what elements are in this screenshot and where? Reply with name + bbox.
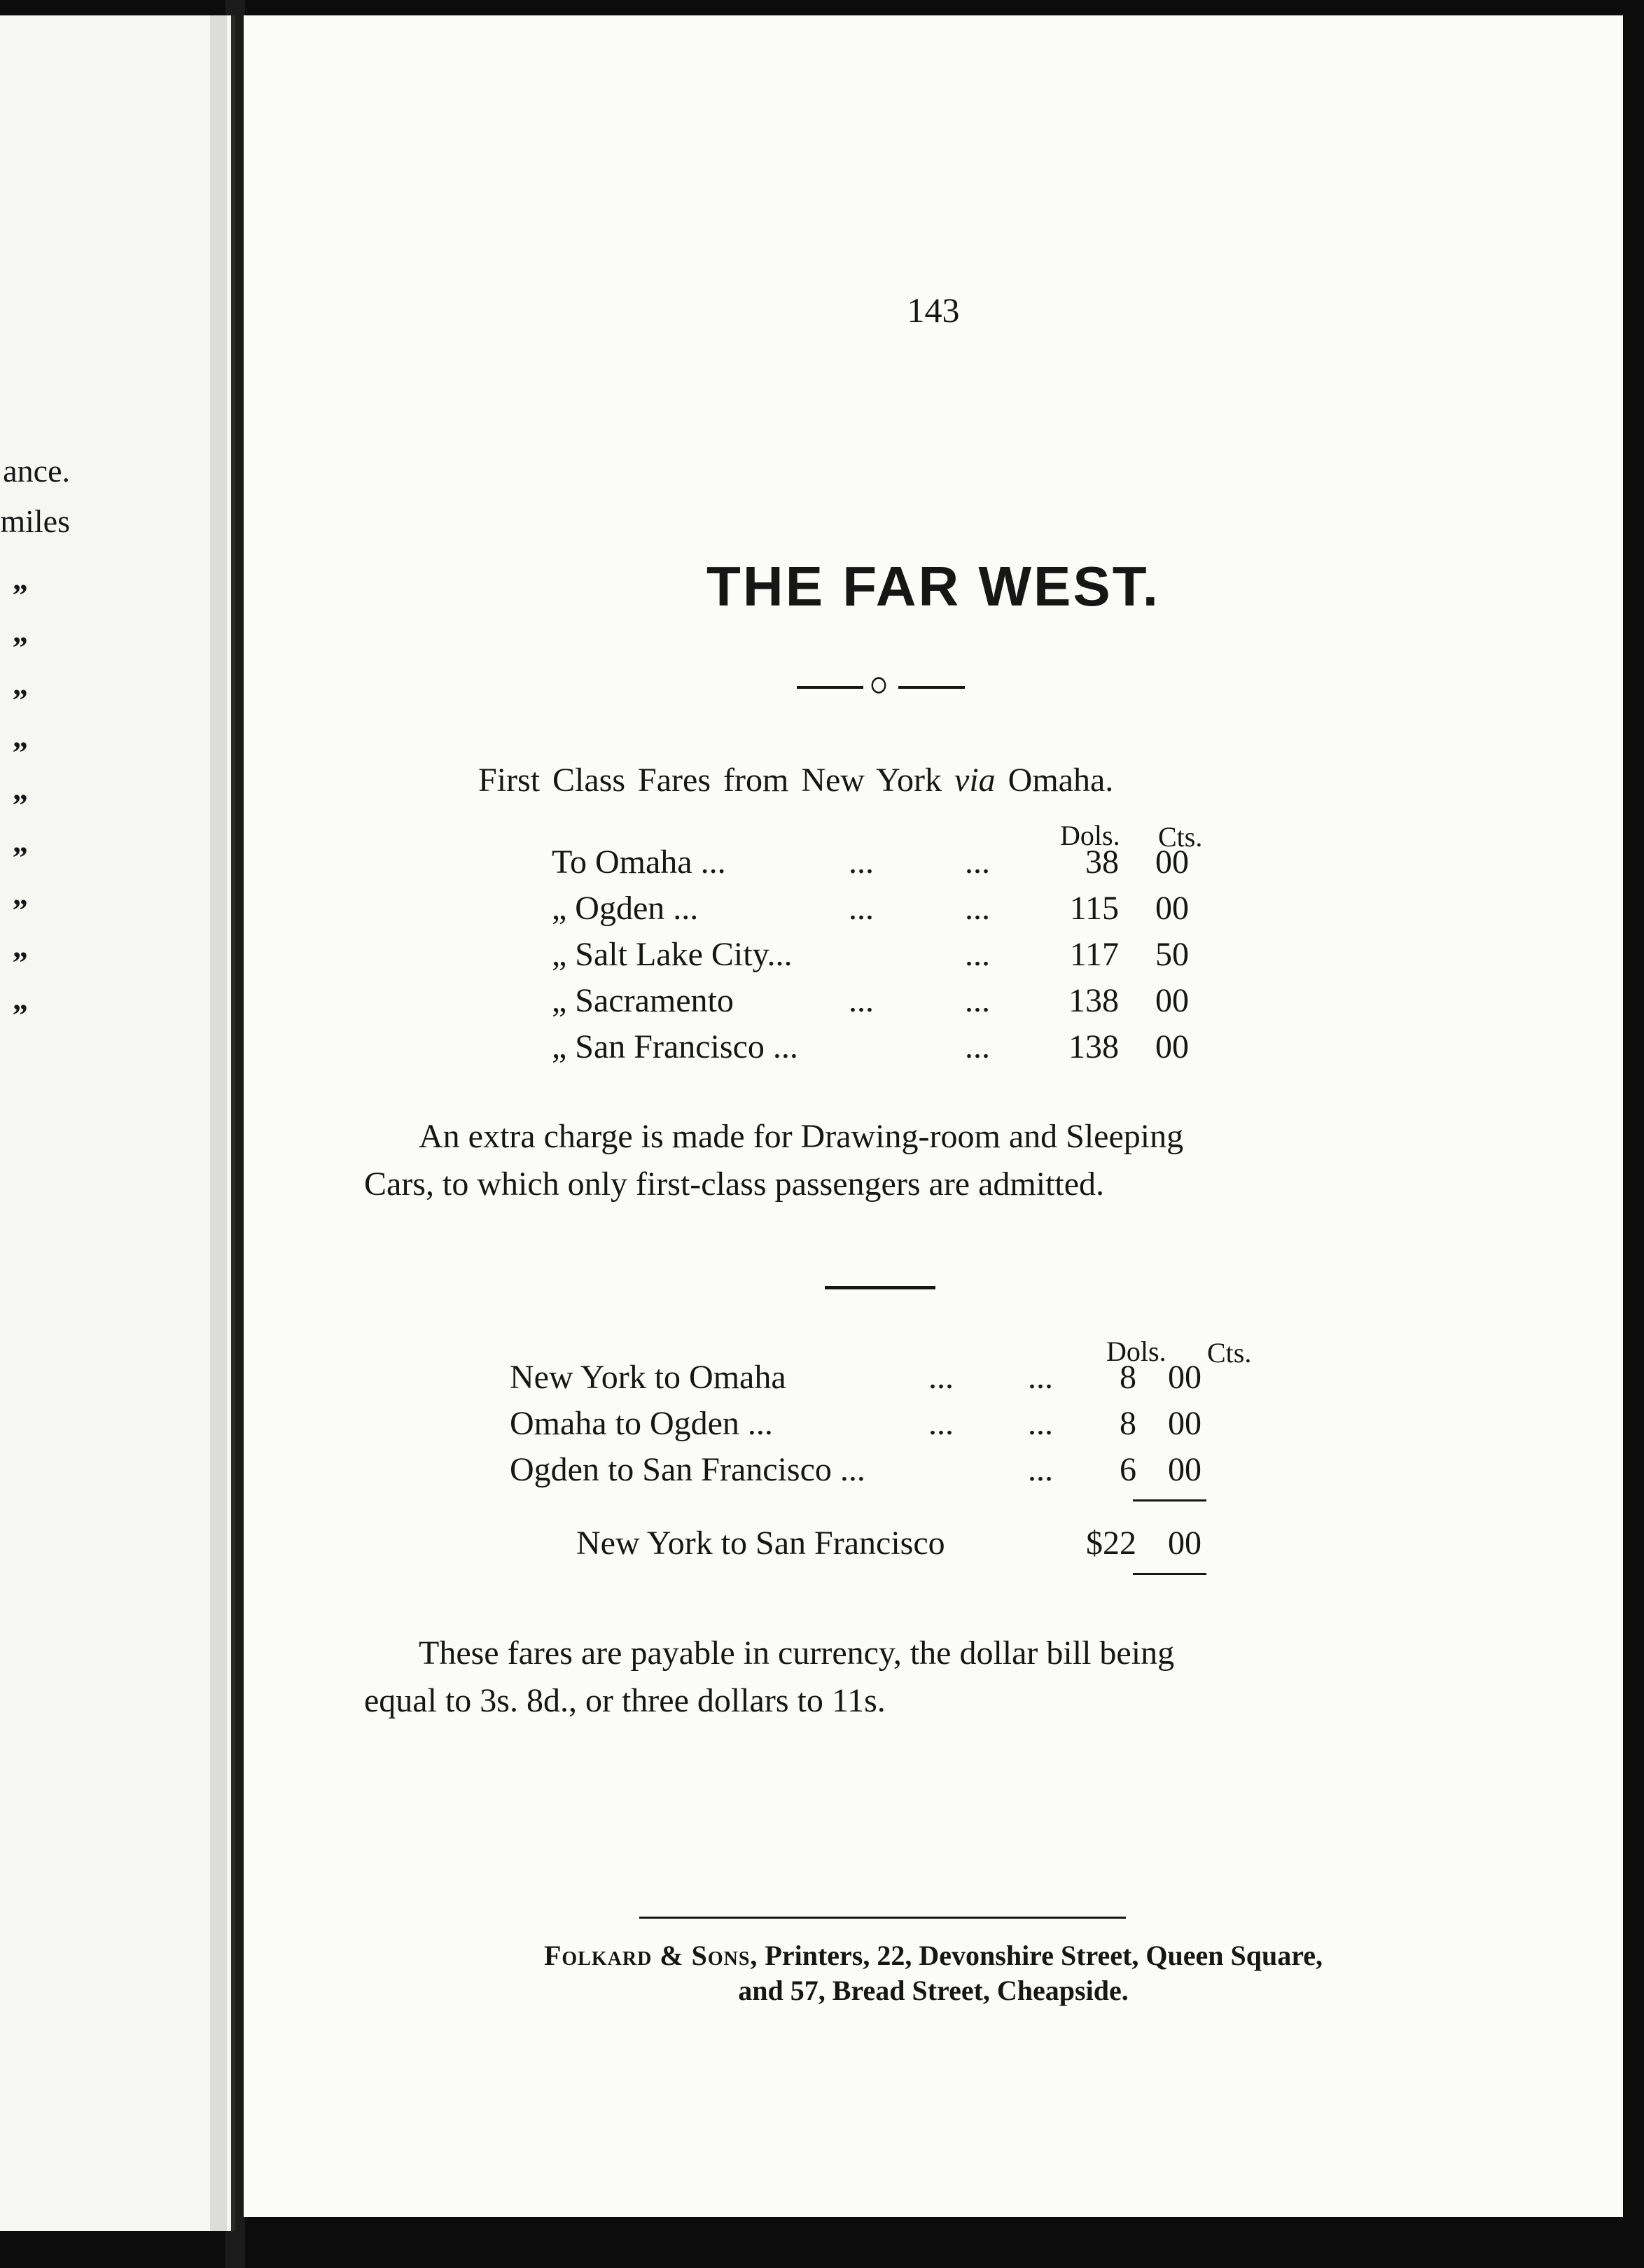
fare-dols: 38 (1085, 844, 1119, 881)
fare-dols: 138 (1068, 1028, 1119, 1065)
column-header-dols: Dols. (1106, 1336, 1166, 1367)
subtitle-text: Omaha. (995, 762, 1114, 799)
sum-rule (1133, 1499, 1206, 1502)
leader-dots: ... (849, 982, 874, 1019)
leader-dots: ... (928, 1359, 954, 1396)
printer-address: Printers, 22, Devonshire Street, Queen Square, (758, 1940, 1323, 1971)
table-row (552, 1028, 1462, 1072)
leader-dots: ... (849, 890, 874, 927)
table-row (552, 889, 1462, 934)
page-title: THE FAR WEST. (706, 555, 1160, 617)
table-row (510, 1404, 1490, 1449)
fare-cts: 00 (1168, 1405, 1201, 1442)
left-page (0, 15, 235, 2231)
fare-dols: 115 (1069, 890, 1119, 927)
destination-label: „ Ogden ... (552, 890, 699, 927)
column-header-cts: Cts. (1158, 821, 1203, 853)
fare-dols: 117 (1069, 936, 1119, 973)
leader-dots: ... (928, 1405, 954, 1442)
printer-name: Folkard & Sons, (543, 1940, 758, 1971)
fare-cts: 00 (1155, 890, 1189, 927)
column-header-dols: Dols. (1060, 820, 1120, 851)
leader-dots: ... (1028, 1451, 1053, 1488)
fare-cts: 00 (1168, 1451, 1201, 1488)
extra-charge-note-line: Cars, to which only first-class passengers are admitted. (364, 1166, 1105, 1203)
table-row (552, 935, 1462, 980)
fare-dols: 8 (1120, 1405, 1136, 1442)
currency-note-line: equal to 3s. 8d., or three dollars to 11s. (364, 1682, 886, 1719)
section-divider (825, 1286, 935, 1289)
fare-cts: 50 (1155, 936, 1189, 973)
destination-label: „ San Francisco ... (552, 1028, 798, 1065)
ornament-circle (872, 677, 886, 693)
total-row (576, 1524, 1486, 1569)
ditto-mark: „ (13, 877, 28, 911)
total-rule (1133, 1573, 1206, 1575)
destination-label: „ Sacramento (552, 982, 734, 1019)
page-number: 143 (907, 290, 960, 330)
printer-imprint-line (244, 1939, 1623, 1972)
total-dols: $22 (1086, 1525, 1136, 1562)
fares-subtitle (478, 761, 1113, 799)
main-page (244, 15, 1623, 2217)
fare-dols: 8 (1120, 1359, 1136, 1396)
table-row (510, 1450, 1490, 1495)
route-label: New York to Omaha (510, 1359, 786, 1396)
leader-dots: ... (965, 936, 990, 973)
subtitle-italic: via (954, 762, 996, 799)
ditto-mark: „ (13, 667, 28, 701)
ditto-mark: „ (13, 562, 28, 596)
fare-cts: 00 (1155, 1028, 1189, 1065)
ditto-mark: „ (13, 982, 28, 1016)
page-edge (210, 15, 227, 2231)
ditto-mark: „ (13, 615, 28, 649)
printer-imprint-line: and 57, Bread Street, Cheapside. (738, 1975, 1129, 2006)
table-row (552, 843, 1462, 888)
ditto-mark: „ (13, 930, 28, 964)
leader-dots: ... (849, 844, 874, 881)
fare-cts: 00 (1155, 844, 1189, 881)
fare-cts: 00 (1168, 1359, 1201, 1396)
leader-dots: ... (965, 844, 990, 881)
left-page-fragment: ance. (3, 453, 70, 489)
imprint-rule (639, 1917, 1126, 1919)
ditto-mark: „ (13, 772, 28, 806)
ornament-line-right (898, 686, 965, 689)
leader-dots: ... (965, 890, 990, 927)
subtitle-text: First Class Fares from New York (478, 762, 955, 799)
fare-dols: 138 (1068, 982, 1119, 1019)
title-ornament (797, 672, 965, 700)
table-row (552, 981, 1462, 1026)
leader-dots: ... (1028, 1359, 1053, 1396)
column-header-cts: Cts. (1207, 1337, 1252, 1368)
extra-charge-note-line: An extra charge is made for Drawing-room and Sleeping (419, 1118, 1184, 1155)
fare-cts: 00 (1155, 982, 1189, 1019)
leader-dots: ... (965, 1028, 990, 1065)
ditto-mark: „ (13, 720, 28, 754)
route-label: Ogden to San Francisco ... (510, 1451, 865, 1488)
leader-dots: ... (1028, 1405, 1053, 1442)
total-cts: 00 (1168, 1525, 1201, 1562)
ornament-line-left (797, 686, 863, 689)
destination-label: To Omaha ... (552, 844, 726, 881)
route-label: Omaha to Ogden ... (510, 1405, 773, 1442)
destination-label: „ Salt Lake City... (552, 936, 793, 973)
leader-dots: ... (965, 982, 990, 1019)
total-label: New York to San Francisco (576, 1525, 945, 1562)
left-page-fragment: miles (0, 503, 70, 539)
table-row (510, 1358, 1490, 1403)
fare-dols: 6 (1120, 1451, 1136, 1488)
ditto-mark: „ (13, 825, 28, 859)
currency-note-line: These fares are payable in currency, the dollar bill being (419, 1634, 1175, 1672)
